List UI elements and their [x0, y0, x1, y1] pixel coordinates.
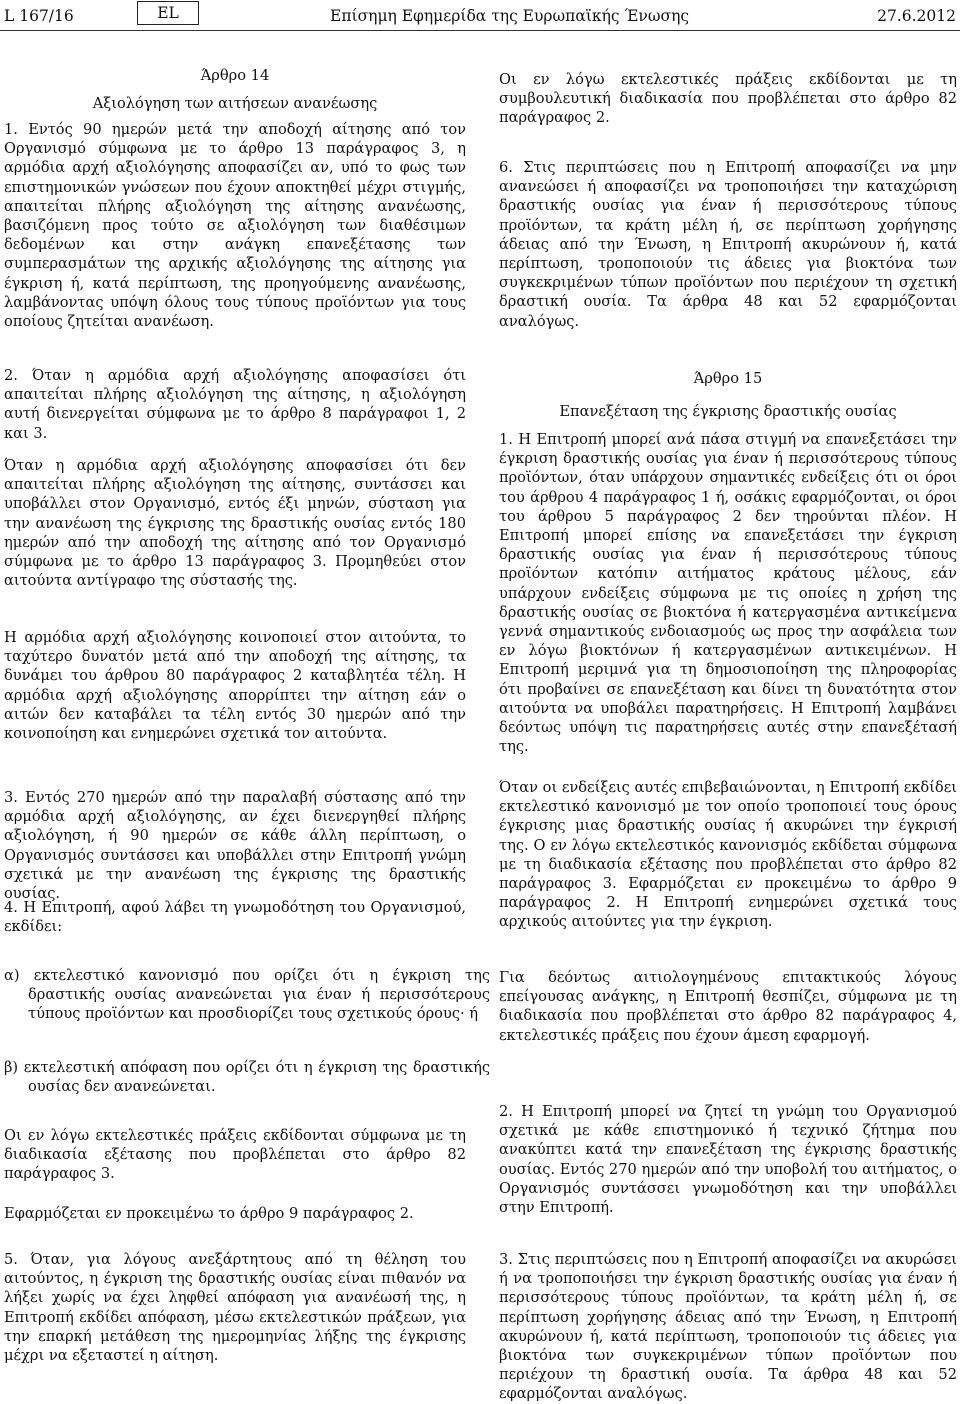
list-item: β) εκτελεστική απόφαση που ορίζει ότι η έγκριση της δραστικής ουσίας δεν ανανεώνεται. [4, 1059, 490, 1096]
journal-title: Επίσημη Εφημερίδα της Ευρωπαϊκής Ένωσης [330, 7, 690, 25]
paragraph: 3. Στις περιπτώσεις που η Επιτροπή αποφασίζει να ακυρώσει ή να τροποποιήσει την έγκριση δραστικής ουσίας για έναν ή περισσότερους τύπους προϊόντων, τα κράτη μέλη ή, σε περίπτωση χορήγησης άδειας από την Ένωση, η Επιτροπή ακυρώνουν ή, κατά περίπτωση, τροποποιούν τις άδειες για βιοκτόνα των συγκεκριμένων τύπων προϊόντων που περιέχουν τη δραστική ουσία. Τα άρθρα 48 και 52 εφαρμόζονται αναλόγως. [499, 1251, 957, 1403]
article-15-subtitle: Επανεξέταση της έγκρισης δραστικής ουσίας [559, 403, 897, 420]
article-14-title: Άρθρο 14 [200, 67, 270, 84]
issue-date: 27.6.2012 [877, 7, 956, 25]
paragraph: 4. Η Επιτροπή, αφού λάβει τη γνωμοδότηση του Οργανισμού, εκδίδει: [4, 899, 466, 936]
article-15-title: Άρθρο 15 [693, 370, 763, 387]
paragraph: 6. Στις περιπτώσεις που η Επιτροπή αποφασίζει να μην ανανεώσει ή αποφασίζει να τροποποιήσει την καταχώριση δραστικής ουσίας για έναν ή περισσότερους τύπους προϊόντων, τα κράτη μέλη ή, σε περίπτωση χορήγησης άδειας από την Ένωση, η Επιτροπή ακυρώνουν ή, κατά περίπτωση, τροποποιούν τις άδειες για βιοκτόνα των συγκεκριμένων τύπων προϊόντων που περιέχουν τη σχετική δραστική ουσία. Τα άρθρα 48 και 52 εφαρμόζονται αναλόγως. [499, 159, 957, 330]
header-rule [0, 30, 960, 31]
paragraph: Οι εν λόγω εκτελεστικές πράξεις εκδίδονται σύμφωνα με τη διαδικασία εξέτασης που προβλέπεται στο άρθρο 82 παράγραφος 3. [4, 1127, 466, 1183]
paragraph: Όταν η αρμόδια αρχή αξιολόγησης αποφασίσει ότι δεν απαιτείται πλήρης αξιολόγηση της αίτησης, συντάσσει και υποβάλλει στον Οργανισμό, εντός έξι μηνών, σύσταση για την ανανέωση της έγκρισης της δραστικής ουσίας εντός 180 ημερών από την αποδοχή της αίτησης από τον Οργανισμό σύμφωνα με το άρθρο 13 παράγραφος 3. Προμηθεύει στον αιτούντα αντίγραφο της σύστασής της. [4, 457, 466, 590]
paragraph: 2. Η Επιτροπή μπορεί να ζητεί τη γνώμη του Οργανισμού σχετικά με κάθε επιστημονικό ή τεχνικό ζήτημα που ανακύπτει κατά την επανεξέταση της έγκρισης δραστικής ουσίας. Εντός 270 ημερών από την υποβολή του αιτήματος, ο Οργανισμός συντάσσει γνωμοδότηση και την υποβάλλει στην Επιτροπή. [499, 1103, 957, 1217]
paragraph: Η αρμόδια αρχή αξιολόγησης κοινοποιεί στον αιτούντα, το ταχύτερο δυνατόν μετά από την αποδοχή της αίτησης, τα δυνάμει του άρθρου 80 παράγραφος 2 καταβλητέα τέλη. Η αρμόδια αρχή αξιολόγησης απορρίπτει την αίτηση εάν ο αιτών δεν καταβάλει τα τέλη εντός 30 ημερών από την κοινοποίηση και ενημερώνει σχετικά τον αιτούντα. [4, 629, 466, 743]
paragraph: 3. Εντός 270 ημερών από την παραλαβή σύστασης από την αρμόδια αρχή αξιολόγησης, αν έχει διενεργηθεί πλήρης αξιολόγηση, ή 90 ημερών σε κάθε άλλη περίπτωση, ο Οργανισμός συντάσσει και υποβάλλει στην Επιτροπή γνώμη σχετικά με την ανανέωση της έγκρισης της δραστικής ουσίας. [4, 789, 466, 903]
paragraph: Εφαρμόζεται εν προκειμένω το άρθρο 9 παράγραφος 2. [4, 1205, 414, 1222]
paragraph: Για δεόντως αιτιολογημένους επιτακτικούς λόγους επείγουσας ανάγκης, η Επιτροπή θεσπίζει, σύμφωνα με τη διαδικασία που προβλέπεται στο άρθρο 82 παράγραφος 4, εκτελεστικές πράξεις που έχουν άμεση εφαρμογή. [499, 969, 957, 1044]
page-header [0, 0, 960, 30]
paragraph: 1. Εντός 90 ημερών μετά την αποδοχή αίτησης από τον Οργανισμό σύμφωνα με το άρθρο 13 παράγραφος 3, η αρμόδια αρχή αξιολόγησης αποφασίζει αν, υπό το φως των επιστημονικών γνώσεων που έχουν αποκτηθεί μέχρι στιγμής, απαιτείται πλήρης αξιολόγηση της αίτησης ανανέωσης, βασιζόμενη προς τούτο σε αξιολόγηση των διαθέσιμων δεδομένων και στην ανάγκη επανεξέτασης των συμπερασμάτων της αρχικής αξιολόγησης της αίτησης για έγκριση ή, κατά περίπτωση, της προηγούμενης ανανέωσης, λαμβάνοντας υπόψη όλους τους τύπους προϊόντων για τους οποίους ζητείται ανανέωση. [4, 121, 466, 331]
paragraph: Οι εν λόγω εκτελεστικές πράξεις εκδίδονται με τη συμβουλευτική διαδικασία που προβλέπεται στο άρθρο 82 παράγραφος 2. [499, 71, 957, 127]
paragraph: 5. Όταν, για λόγους ανεξάρτητους από τη θέληση του αιτούντος, η έγκριση της δραστικής ουσίας είναι πιθανόν να λήξει χωρίς να έχει ληφθεί απόφαση για ανανέωσή της, η Επιτροπή εκδίδει απόφαση, μέσω εκτελεστικών πράξεων, για την επαρκή μετάθεση της ημερομηνίας λήξης της έγκρισης μέχρι να εξεταστεί η αίτηση. [4, 1251, 466, 1365]
paragraph: Όταν οι ενδείξεις αυτές επιβεβαιώνονται, η Επιτροπή εκδίδει εκτελεστικό κανονισμό με τον οποίο τροποποιεί τους όρους έγκρισης μιας δραστικής ουσίας ή ακυρώνει την έγκρισή της. Ο εν λόγω εκτελεστικός κανονισμός εκδίδεται σύμφωνα με τη διαδικασία εξέτασης που προβλέπεται στο άρθρο 82 παράγραφος 3. Εφαρμόζεται εν προκειμένω το άρθρο 9 παράγραφος 2. Η Επιτροπή ενημερώνει σχετικά τους αρχικούς αιτούντες για την έγκριση. [499, 779, 957, 931]
language-badge: EL [137, 1, 199, 25]
paragraph: 2. Όταν η αρμόδια αρχή αξιολόγησης αποφασίσει ότι απαιτείται πλήρης αξιολόγηση της αίτησης, η αξιολόγηση αυτή διενεργείται σύμφωνα με το άρθρο 8 παράγραφοι 1, 2 και 3. [4, 367, 466, 442]
page-number: L 167/16 [4, 7, 74, 25]
list-item: α) εκτελεστικό κανονισμό που ορίζει ότι η έγκριση της δραστικής ουσίας ανανεώνεται για έναν ή περισσότερους τύπους προϊόντων και προσδιορίζει τους σχετικούς όρους· ή [4, 967, 490, 1023]
article-14-subtitle: Αξιολόγηση των αιτήσεων ανανέωσης [92, 95, 378, 112]
paragraph: 1. Η Επιτροπή μπορεί ανά πάσα στιγμή να επανεξετάσει την έγκριση δραστικής ουσίας για έναν ή περισσότερους τύπους προϊόντων, όταν υπάρχουν σημαντικές ενδείξεις ότι οι όροι του άρθρου 4 παράγραφος 1 ή, οσάκις εφαρμόζονται, οι όροι του άρθρου 5 παράγραφος 2 δεν τηρούνται πλέον. Η Επιτροπή μπορεί επίσης να επανεξετάσει την έγκριση δραστικής ουσίας για έναν ή περισσότερους τύπους προϊόντων κατόπιν αιτήματος κράτους μέλους, εάν υπάρχουν ενδείξεις σύμφωνα με τις οποίες η χρήση της δραστικής ουσίας σε βιοκτόνα ή κατεργασμένα αντικείμενα γεννά σημαντικούς ενδοιασμούς ως προς την ασφάλεια των εν λόγω βιοκτόνων ή κατεργασμένων αντικειμένων. Η Επιτροπή μεριμνά για τη δημοσιοποίηση της πληροφορίας ότι προβαίνει σε επανεξέταση και δίνει τη δυνατότητα στον αιτούντα να υποβάλει παρατηρήσεις. Η Επιτροπή λαμβάνει δεόντως υπόψη τις παρατηρήσεις αυτές στην επανεξέτασή της. [499, 431, 957, 756]
